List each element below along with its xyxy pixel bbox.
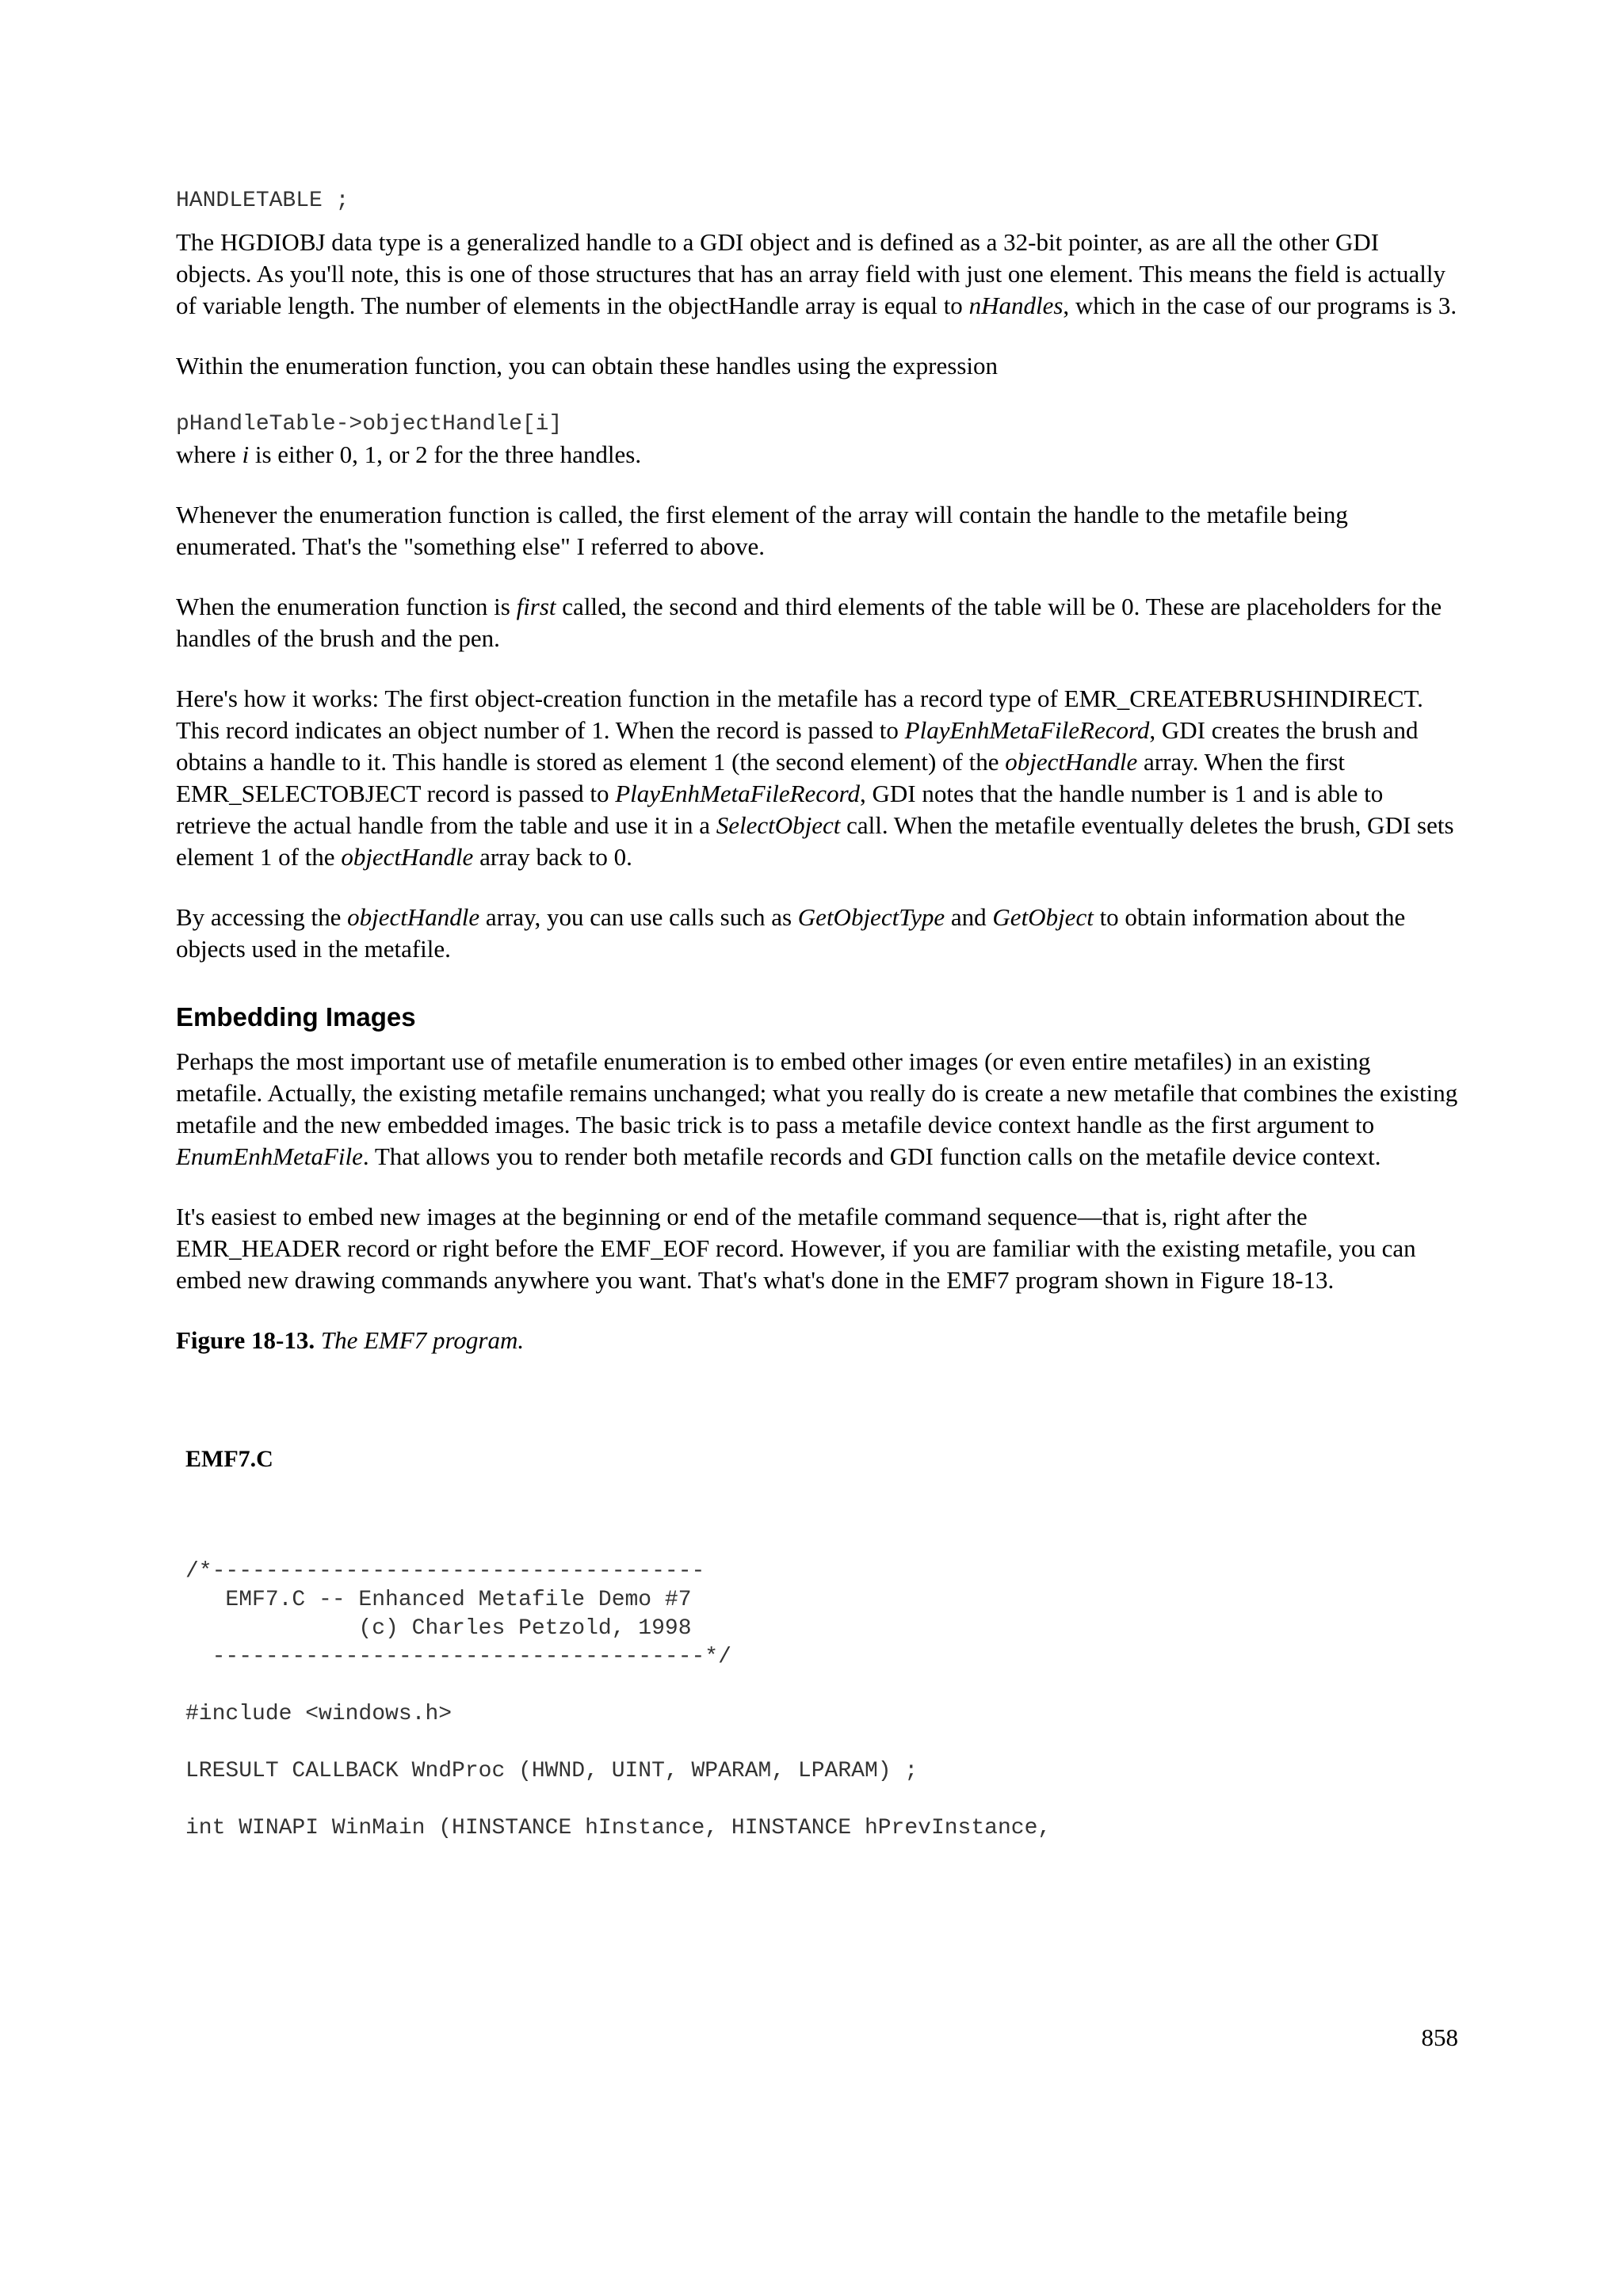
code-handletable: HANDLETABLE ; [176,189,349,213]
paragraph-where-i: where i is either 0, 1, or 2 for the three handles. [176,441,642,468]
figure-caption: Figure 18-13. The EMF7 program. [176,1326,525,1354]
paragraph-first-element: Whenever the enumeration function is called, the first element of the array will contain the handle to the metafile being enumerated. That's the "something else" I referred to above. [176,501,1348,560]
paragraph-how-it-works: Here's how it works: The first object-creation function in the metafile has a record type of EMR_CREATEBRUSHINDIRECT. This record indicates an object number of 1. When the record is passed to PlayEnhMetaFileRecord, GDI creates the brush and obtains a handle to it. This handle is stored as element 1 (the second element) of the objectHandle array. When the first EMR_SELECTOBJECT record is passed to PlayEnhMetaFileRecord, GDI notes that the handle number is 1 and is able to retrieve the actual handle from the table and use it in a SelectObject call. When the metafile eventually deletes the brush, GDI sets element 1 of the objectHandle array back to 0. [176,685,1454,871]
code-prototype: LRESULT CALLBACK WndProc (HWND, UINT, WPARAM, LPARAM) ; [185,1759,918,1783]
code-include: #include <windows.h> [185,1702,453,1726]
page-content [176,187,1460,1843]
paragraph-embedding: Perhaps the most important use of metafile enumeration is to embed other images (or even entire metafiles) in an existing metafile. Actually, the existing metafile remains unchanged; what you really do is create a new metafile that combines the existing metafile and the new embedded images. The basic trick is to pass a metafile device context handle as the first argument to EnumEnhMetaFile. That allows you to render both metafile records and GDI function calls on the metafile device context. [176,1047,1458,1170]
code-winmain: int WINAPI WinMain (HINSTANCE hInstance, HINSTANCE hPrevInstance, [185,1816,1052,1840]
listing-title: EMF7.C [185,1446,273,1472]
paragraph-first-called: When the enumeration function is first called, the second and third elements of the table will be 0. These are placeholders for the handles of the brush and the pen. [176,593,1442,652]
paragraph-easiest: It's easiest to embed new images at the beginning or end of the metafile command sequence—that is, right after the EMR_HEADER record or right before the EMF_EOF record. However, if you are familiar with the existing metafile, you can embed new drawing commands anywhere you want. That's what's done in the EMF7 program shown in Figure 18-13. [176,1203,1416,1294]
code-comment-block: /*------------------------------------- EMF7.C -- Enhanced Metafile Demo #7 (c) Charles Petzold, 1998 -------------------------------------*/ [185,1559,731,1669]
section-heading-embedding-images: Embedding Images [176,1002,416,1032]
paragraph-hgdiobj: The HGDIOBJ data type is a generalized handle to a GDI object and is defined as a 32-bit pointer, as are all the other GDI objects. As you'll note, this is one of those structures that has an array field with just one element. This means the field is actually of variable length. The number of elements in the objectHandle array is equal to nHandles, which in the case of our programs is 3. [176,228,1457,319]
paragraph-enumeration-handles: Within the enumeration function, you can obtain these handles using the expression [176,352,999,379]
paragraph-accessing: By accessing the objectHandle array, you can use calls such as GetObjectType and GetObject to obtain information about the objects used in the metafile. [176,903,1406,963]
page-number: 858 [1421,2023,1458,2051]
code-objecthandle: pHandleTable->objectHandle[i] [176,412,563,437]
code-listing [185,1558,1460,1843]
